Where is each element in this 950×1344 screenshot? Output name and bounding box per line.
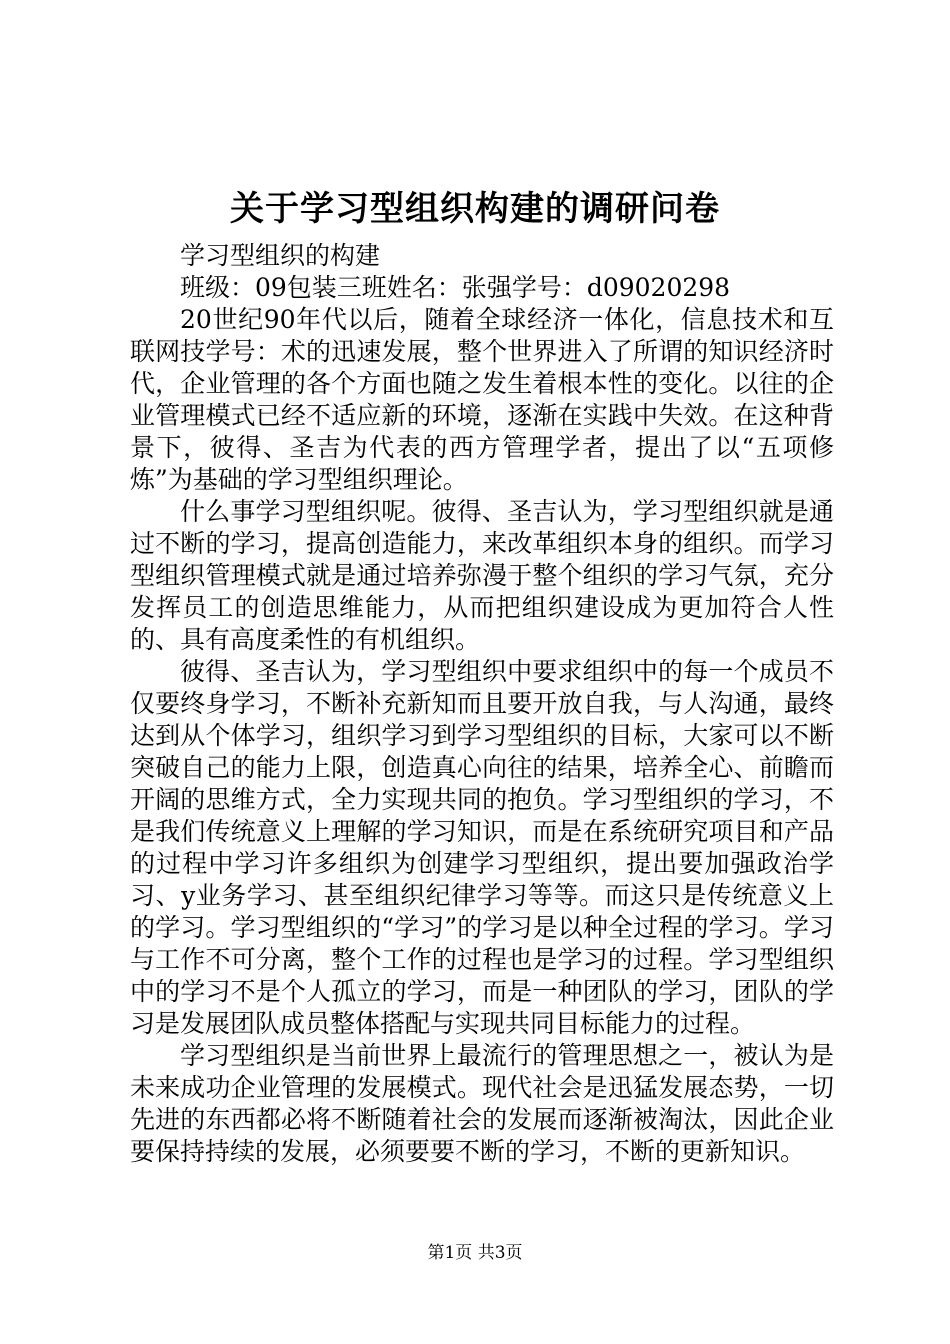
page-number-footer: 第1页 共3页 (427, 1243, 523, 1263)
document-body (130, 240, 834, 1168)
body-paragraph: 20世纪90年代以后，随着全球经济一体化，信息技术和互联网技学号：术的迅速发展，整个世界进入了所谓的知识经济时代，企业管理的各个方面也随之发生着根本性的变化。以往的企业管理模式已经不适应新的环境，逐渐在实践中失效。在这种背景下，彼得、圣吉为代表的西方管理学者，提出了以“五项修炼”为基础的学习型组织理论。 (130, 305, 834, 494)
body-paragraph: 什么事学习型组织呢。彼得、圣吉认为，学习型组织就是通过不断的学习，提高创造能力，来改革组织本身的组织。而学习型组织管理模式就是通过培养弥漫于整个组织的学习气氛，充分发挥员工的创造思维能力，从而把组织建设成为更加符合人性的、具有高度柔性的有机组织。 (130, 497, 834, 654)
document-title: 关于学习型组织构建的调研问卷 (230, 189, 720, 229)
body-paragraph: 学习型组织是当前世界上最流行的管理思想之一，被认为是未来成功企业管理的发展模式。现代社会是迅猛发展态势，一切先进的东西都必将不断随着社会的发展而逐渐被淘汰，因此企业要保持持续的发展，必须要要不断的学习，不断的更新知识。 (130, 1041, 834, 1166)
subtitle-paragraph: 学习型组织的构建 (180, 241, 381, 270)
author-info-paragraph: 班级：09包装三班姓名：张强学号：d09020298 (180, 273, 731, 302)
body-paragraph: 彼得、圣吉认为，学习型组织中要求组织中的每一个成员不仅要终身学习，不断补充新知而且要开放自我，与人沟通，最终达到从个体学习，组织学习到学习型组织的目标，大家可以不断突破自己的能力上限，创造真心向往的结果，培养全心、前瞻而开阔的思维方式，全力实现共同的抱负。学习型组织的学习，不是我们传统意义上理解的学习知识，而是在系统研究项目和产品的过程中学习许多组织为创建学习型组织，提出要加强政治学习、y业务学习、甚至组织纪律学习等等。而这只是传统意义上的学习。学习型组织的“学习”的学习是以种全过程的学习。学习与工作不可分离，整个工作的过程也是学习的过程。学习型组织中的学习不是个人孤立的学习，而是一种团队的学习，团队的学习是发展团队成员整体搭配与实现共同目标能力的过程。 (130, 657, 834, 1038)
